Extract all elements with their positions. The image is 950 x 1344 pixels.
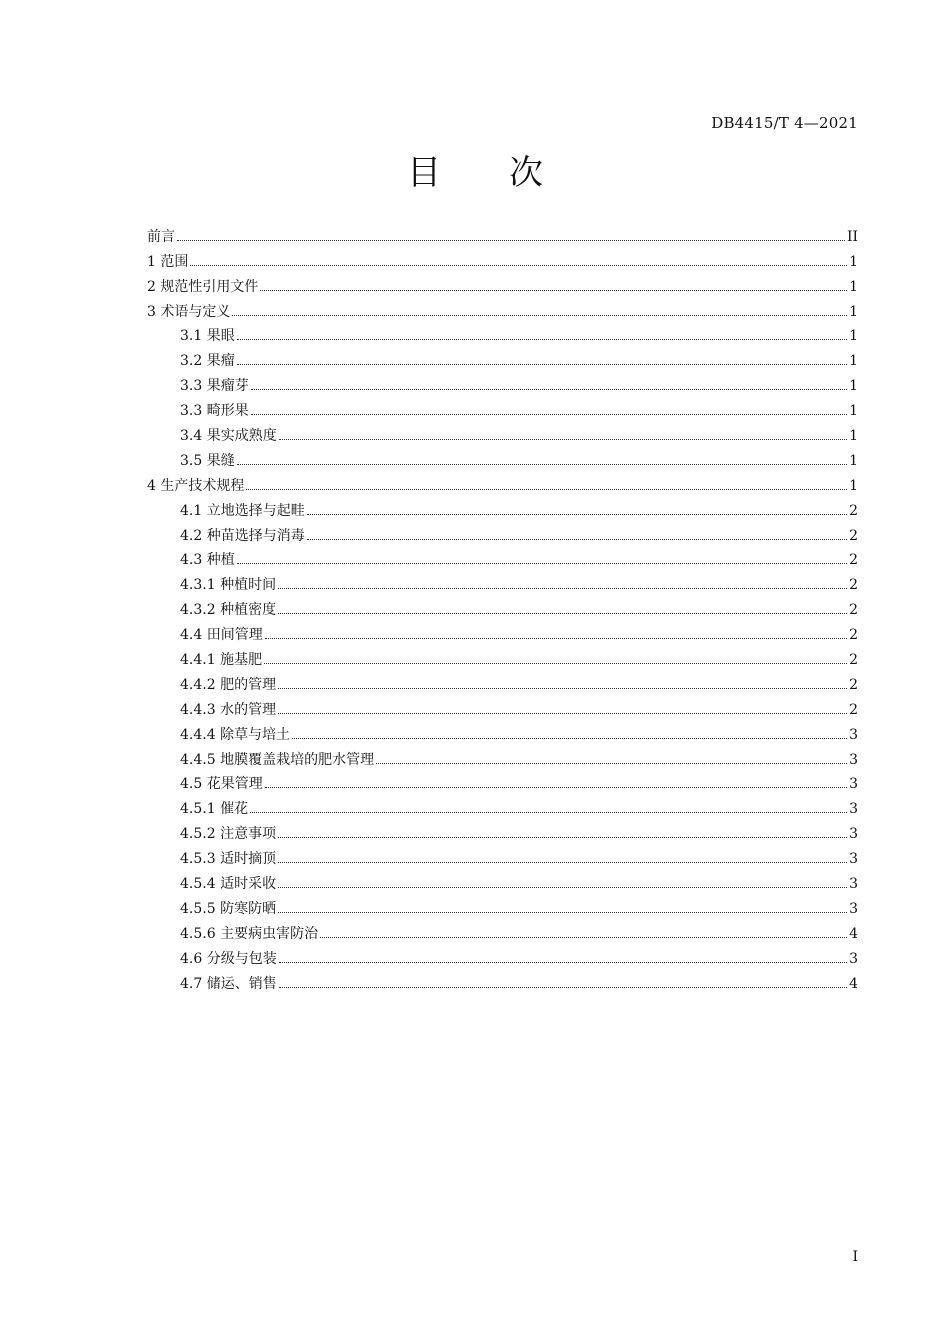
toc-entry-label: 1 范围 [147, 253, 189, 270]
toc-dot-leader [278, 713, 847, 714]
toc-dot-leader [260, 290, 847, 291]
toc-entry-label: 4.3.2 种植密度 [180, 602, 277, 619]
toc-entry-page: 3 [849, 876, 858, 893]
toc-entry-page: 1 [849, 477, 858, 494]
toc-dot-leader [265, 638, 847, 639]
document-code: DB4415/T 4—2021 [711, 114, 858, 132]
toc-entry-page: 2 [849, 676, 858, 693]
toc-dot-leader [279, 962, 847, 963]
toc-dot-leader [251, 414, 847, 415]
toc-dot-leader [278, 912, 847, 913]
toc-dot-leader [278, 887, 847, 888]
toc-entry-page: 1 [849, 378, 858, 395]
toc-entry[interactable] [147, 519, 858, 544]
toc-entry-page: 4 [849, 975, 858, 992]
toc-entry[interactable] [147, 270, 858, 295]
toc-dot-leader [376, 763, 847, 764]
toc-entry-label: 3.2 果瘤 [180, 353, 235, 370]
toc-entry[interactable] [147, 394, 858, 419]
toc-dot-leader [237, 563, 847, 564]
toc-entry[interactable] [147, 344, 858, 369]
toc-entry-page: 1 [849, 303, 858, 320]
toc-entry-page: 3 [849, 950, 858, 967]
toc-entry[interactable] [147, 917, 858, 942]
toc-entry[interactable] [147, 369, 858, 394]
toc-entry-label: 4.4 田间管理 [180, 627, 263, 644]
toc-entry-label: 4.3 种植 [180, 552, 235, 569]
toc-dot-leader [264, 663, 847, 664]
toc-entry-label: 3.3 果瘤芽 [180, 378, 249, 395]
toc-entry-page: 4 [849, 925, 858, 942]
toc-entry-label: 4.6 分级与包装 [180, 950, 277, 967]
toc-entry[interactable] [147, 643, 858, 668]
toc-dot-leader [278, 688, 847, 689]
toc-entry-page: 3 [849, 726, 858, 743]
toc-entry[interactable] [147, 295, 858, 320]
toc-entry-label: 4.5.1 催花 [180, 801, 249, 818]
toc-entry[interactable] [147, 544, 858, 569]
toc-entry-page: 2 [849, 701, 858, 718]
toc-entry-page: 3 [849, 776, 858, 793]
toc-entry-page: 2 [849, 577, 858, 594]
toc-entry-page: 2 [849, 602, 858, 619]
toc-entry-page: II [846, 228, 858, 245]
toc-entry[interactable] [147, 892, 858, 917]
toc-dot-leader [279, 439, 847, 440]
toc-entry-page: 2 [849, 627, 858, 644]
toc-entry[interactable] [147, 245, 858, 270]
toc-entry-label: 4.4.4 除草与培土 [180, 726, 291, 743]
toc-entry[interactable] [147, 220, 858, 245]
toc-entry-label: 3.4 果实成熟度 [180, 428, 277, 445]
toc-dot-leader [292, 738, 847, 739]
toc-entry-page: 2 [849, 527, 858, 544]
toc-entry-page: 1 [849, 353, 858, 370]
toc-entry-page: 1 [849, 253, 858, 270]
toc-entry-page: 3 [849, 826, 858, 843]
toc-entry[interactable] [147, 817, 858, 842]
toc-dot-leader [246, 489, 847, 490]
toc-dot-leader [177, 240, 845, 241]
toc-entry-label: 4.5.5 防寒防晒 [180, 900, 277, 917]
toc-entry-label: 3.1 果眼 [180, 328, 235, 345]
toc-entry[interactable] [147, 668, 858, 693]
toc-entry-page: 3 [849, 751, 858, 768]
toc-entry-page: 3 [849, 801, 858, 818]
toc-dot-leader [237, 339, 847, 340]
toc-entry-page: 2 [849, 652, 858, 669]
toc-dot-leader [250, 812, 847, 813]
toc-entry-page: 3 [849, 851, 858, 868]
toc-entry-label: 4.7 储运、销售 [180, 975, 277, 992]
toc-entry-label: 4.4.3 水的管理 [180, 701, 277, 718]
toc-entry[interactable] [147, 867, 858, 892]
toc-entry[interactable] [147, 593, 858, 618]
page-title: 目次 [407, 153, 611, 193]
toc-dot-leader [320, 937, 847, 938]
toc-entry-page: 1 [849, 278, 858, 295]
toc-dot-leader [278, 588, 847, 589]
toc-entry-label: 4.5 花果管理 [180, 776, 263, 793]
toc-dot-leader [251, 389, 847, 390]
toc-dot-leader [307, 514, 847, 515]
toc-entry-label: 4.5.3 适时摘顶 [180, 851, 277, 868]
toc-dot-leader [232, 315, 847, 316]
toc-entry[interactable] [147, 419, 858, 444]
toc-entry-label: 4.3.1 种植时间 [180, 577, 277, 594]
toc-entry-page: 2 [849, 502, 858, 519]
toc-entry[interactable] [147, 320, 858, 345]
toc-entry[interactable] [147, 618, 858, 643]
toc-entry[interactable] [147, 444, 858, 469]
toc-dot-leader [265, 787, 847, 788]
toc-entry-page: 1 [849, 428, 858, 445]
toc-entry[interactable] [147, 768, 858, 793]
toc-entry-label: 4.4.2 肥的管理 [180, 676, 277, 693]
toc-entry-label: 3 术语与定义 [147, 303, 231, 320]
toc-entry[interactable] [147, 693, 858, 718]
toc-dot-leader [279, 987, 847, 988]
toc-entry[interactable] [147, 494, 858, 519]
toc-entry[interactable] [147, 842, 858, 867]
toc-entry-label: 3.3 畸形果 [180, 403, 249, 420]
toc-entry-label: 前言 [147, 228, 175, 245]
toc-entry-label: 3.5 果缝 [180, 452, 235, 469]
toc-entry-page: 2 [849, 552, 858, 569]
toc-entry[interactable] [147, 568, 858, 593]
page-number: I [852, 1249, 858, 1265]
toc-entry-label: 4.5.2 注意事项 [180, 826, 277, 843]
toc-entry[interactable] [147, 792, 858, 817]
toc-entry-page: 1 [849, 452, 858, 469]
toc-dot-leader [190, 265, 847, 266]
toc-entry-page: 3 [849, 900, 858, 917]
toc-entry[interactable] [147, 469, 858, 494]
toc-entry-page: 1 [849, 403, 858, 420]
toc-dot-leader [237, 364, 847, 365]
toc-dot-leader [278, 613, 847, 614]
toc-entry-label: 4.4.5 地膜覆盖栽培的肥水管理 [180, 751, 375, 768]
toc-dot-leader [307, 539, 847, 540]
toc-entry-label: 4.1 立地选择与起畦 [180, 502, 305, 519]
toc-entry-label: 2 规范性引用文件 [147, 278, 259, 295]
toc-dot-leader [278, 862, 847, 863]
toc-entry[interactable] [147, 743, 858, 768]
toc-entry-label: 4.2 种苗选择与消毒 [180, 527, 305, 544]
toc-entry[interactable] [147, 718, 858, 743]
toc-entry-label: 4.5.6 主要病虫害防治 [180, 925, 319, 942]
toc-entry-label: 4.5.4 适时采收 [180, 876, 277, 893]
toc-entry[interactable] [147, 967, 858, 992]
table-of-contents [147, 220, 858, 992]
toc-entry[interactable] [147, 942, 858, 967]
toc-dot-leader [237, 464, 847, 465]
toc-entry-page: 1 [849, 328, 858, 345]
toc-entry-label: 4 生产技术规程 [147, 477, 245, 494]
toc-dot-leader [278, 837, 847, 838]
toc-entry-label: 4.4.1 施基肥 [180, 652, 263, 669]
